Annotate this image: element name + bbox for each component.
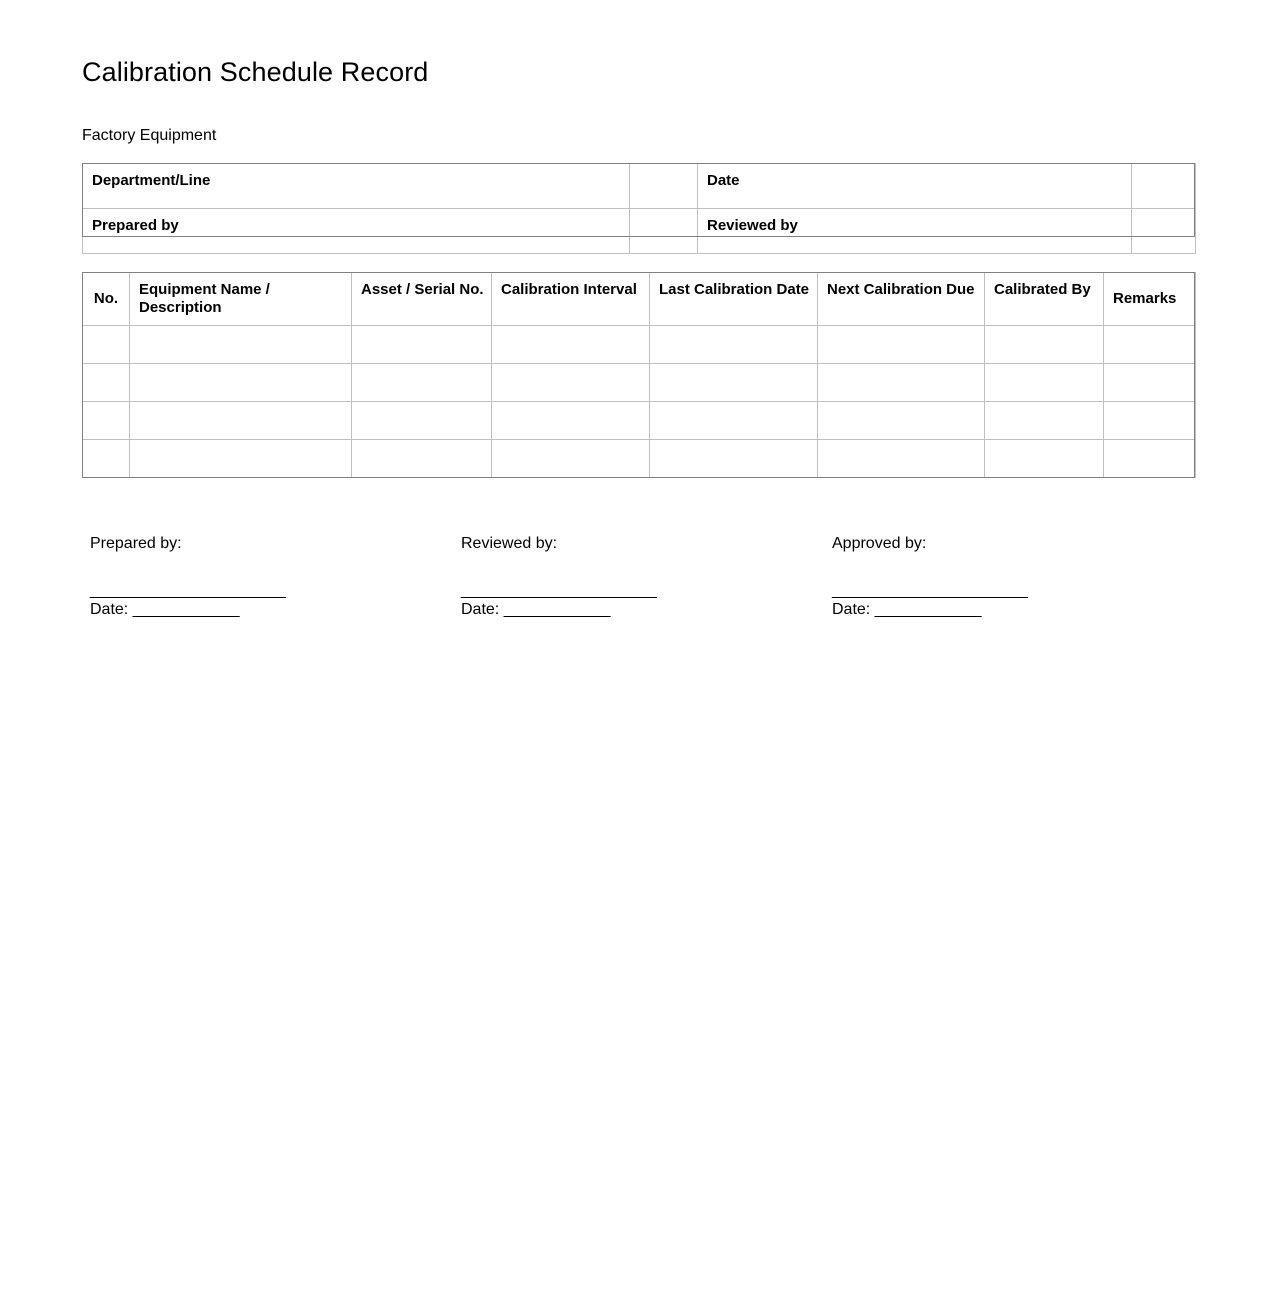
cell-no[interactable]	[83, 326, 130, 364]
column-header-equipment-name: Equipment Name / Description	[130, 273, 352, 326]
signature-line-reviewed-by[interactable]: ______________________	[461, 582, 657, 600]
cell-no[interactable]	[83, 402, 130, 440]
page-title: Calibration Schedule Record	[82, 57, 429, 87]
table-row	[83, 440, 1196, 478]
table-row	[83, 164, 1196, 209]
cell-no[interactable]	[83, 440, 130, 478]
table-row	[83, 326, 1196, 364]
cell-last-calibration[interactable]	[650, 440, 818, 478]
cell-asset-serial-no[interactable]	[352, 440, 492, 478]
signature-column-approved-by	[832, 534, 1162, 619]
signature-label-approved-by: Approved by:	[832, 535, 927, 552]
column-header-calibrated-by: Calibrated By	[985, 273, 1104, 326]
cell-equipment-name[interactable]	[130, 402, 352, 440]
cell-remarks[interactable]	[1104, 402, 1196, 440]
cell-calibrated-by[interactable]	[985, 364, 1104, 402]
cell-equipment-name[interactable]	[130, 364, 352, 402]
signature-block	[0, 534, 1278, 619]
signature-line-approved-by[interactable]: ______________________	[832, 582, 1028, 600]
signature-column-prepared-by	[90, 534, 420, 619]
column-header-last-calibration-date: Last Calibration Date	[650, 273, 818, 326]
cell-calibration-interval[interactable]	[492, 364, 650, 402]
info-label-date: Date	[698, 164, 1132, 209]
signature-column-reviewed-by	[461, 534, 791, 619]
signature-date-reviewed-by[interactable]: Date: ____________	[461, 601, 611, 619]
cell-calibration-interval[interactable]	[492, 326, 650, 364]
signature-date-prepared-by[interactable]: Date: ____________	[90, 601, 240, 619]
cell-asset-serial-no[interactable]	[352, 326, 492, 364]
header-info-table	[82, 163, 1196, 254]
cell-calibrated-by[interactable]	[985, 402, 1104, 440]
column-header-no: No.	[83, 273, 130, 326]
cell-calibrated-by[interactable]	[985, 440, 1104, 478]
cell-calibrated-by[interactable]	[985, 326, 1104, 364]
signature-date-approved-by[interactable]: Date: ____________	[832, 601, 982, 619]
cell-remarks[interactable]	[1104, 364, 1196, 402]
info-value-date[interactable]	[1132, 164, 1196, 209]
info-label-department: Department/Line	[83, 164, 630, 209]
cell-next-calibration[interactable]	[818, 440, 985, 478]
table-header-row	[83, 273, 1196, 326]
cell-last-calibration[interactable]	[650, 364, 818, 402]
cell-last-calibration[interactable]	[650, 402, 818, 440]
cell-equipment-name[interactable]	[130, 326, 352, 364]
info-value-reviewed-by[interactable]	[1132, 209, 1196, 254]
signature-label-reviewed-by: Reviewed by:	[461, 535, 558, 552]
cell-no[interactable]	[83, 364, 130, 402]
signature-label-prepared-by: Prepared by:	[90, 535, 182, 552]
column-header-calibration-interval: Calibration Interval	[492, 273, 650, 326]
cell-remarks[interactable]	[1104, 326, 1196, 364]
signature-line-prepared-by[interactable]: ______________________	[90, 582, 286, 600]
info-label-prepared-by: Prepared by	[83, 209, 630, 254]
cell-remarks[interactable]	[1104, 440, 1196, 478]
cell-next-calibration[interactable]	[818, 326, 985, 364]
info-value-department[interactable]	[630, 164, 698, 209]
table-row	[83, 364, 1196, 402]
info-label-reviewed-by: Reviewed by	[698, 209, 1132, 254]
cell-next-calibration[interactable]	[818, 402, 985, 440]
cell-calibration-interval[interactable]	[492, 402, 650, 440]
info-value-prepared-by[interactable]	[630, 209, 698, 254]
column-header-next-calibration-due: Next Calibration Due	[818, 273, 985, 326]
column-header-asset-serial-no: Asset / Serial No.	[352, 273, 492, 326]
cell-asset-serial-no[interactable]	[352, 402, 492, 440]
cell-asset-serial-no[interactable]	[352, 364, 492, 402]
table-row	[83, 402, 1196, 440]
table-row	[83, 209, 1196, 254]
cell-equipment-name[interactable]	[130, 440, 352, 478]
calibration-schedule-table	[82, 272, 1196, 478]
document-subtitle: Factory Equipment	[82, 127, 217, 144]
cell-last-calibration[interactable]	[650, 326, 818, 364]
cell-calibration-interval[interactable]	[492, 440, 650, 478]
cell-next-calibration[interactable]	[818, 364, 985, 402]
column-header-remarks: Remarks	[1104, 273, 1196, 326]
